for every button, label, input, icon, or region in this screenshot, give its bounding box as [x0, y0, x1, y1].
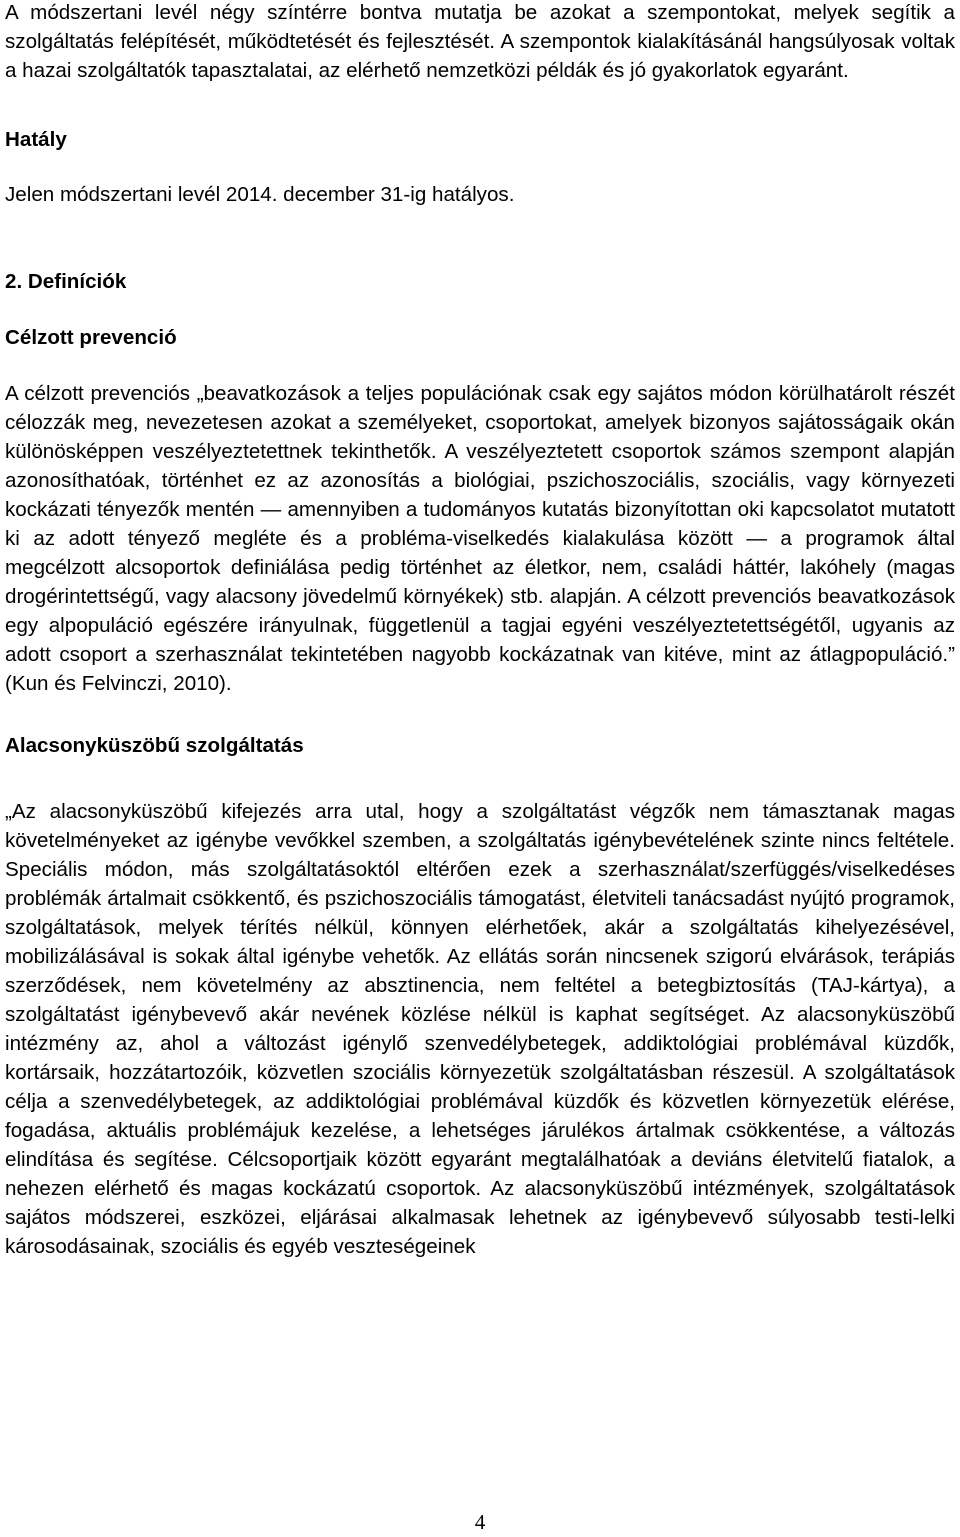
subheading-targeted-prevention: Célzott prevenció [5, 326, 177, 349]
targeted-prevention-paragraph: A célzott prevenciós „beavatkozások a teljes populációnak csak egy sajátos módon körülhatárolt részét célozzák meg, nevezetesen azokat a személyeket, csoportokat, amelyek bizonyos sajátosságaik okán különösképpen veszélyeztetettnek tekinthetők. A veszélyeztetett csoportok számos szempont alapján azonosíthatóak, történhet ez az azonosítás a biológiai, pszichoszociális, szociális, vagy környezeti kockázati tényezők mentén — amennyiben a tudományos kutatás bizonyítottan oki kapcsolatot mutatott ki az adott tényező megléte és a probléma-viselkedés kialakulása között — a programok által megcélzott alcsoportok definiálása pedig történhet az életkor, nem, családi háttér, lakóhely (magas drogérintettségű, vagy alacsony jövedelmű környékek) stb. alapján. A célzott prevenciós beavatkozások egy alpopuláció egészére irányulnak, függetlenül a tagjai egyéni veszélyeztetettségétől, ugyanis az adott csoport a szerhasználat tekintetében nagyobb kockázatnak van kitéve, mint az átlagpopuláció.” (Kun és Felvinczi, 2010). [5, 382, 955, 695]
subheading-low-threshold-service: Alacsonyküszöbű szolgáltatás [5, 734, 304, 757]
low-threshold-service-paragraph: „Az alacsonyküszöbű kifejezés arra utal, hogy a szolgáltatást végzők nem támasztanak magas követelményeket az igénybe vevőkkel szemben, a szolgáltatás igénybevételének szinte nincs feltétele. Speciális módon, más szolgáltatásoktól eltérően ezek a szerhasználat/szerfüggés/viselkedéses problémák ártalmait csökkentő, és pszichoszociális támogatást, életviteli tanácsadást nyújtó programok, szolgáltatások, melyek térítés nélkül, könnyen elérhetőek, akár a szolgáltatás kihelyezésével, mobilizálásával is sokak által igénybe vehetők. Az ellátás során nincsenek szigorú elvárások, terápiás szerződések, nem követelmény az absztinencia, nem feltétel a betegbiztosítás (TAJ-kártya), a szolgáltatást igénybevevő akár nevének közlése nélkül is kaphat segítséget. Az alacsonyküszöbű intézmény az, ahol a változást igénylő szenvedélybetegek, addiktológiai problémával küzdők, kortársaik, hozzátartozóik, közvetlen szociális környezetük szolgáltatásban részesül. A szolgáltatások célja a szenvedélybetegek, az addiktológiai problémával küzdők és közvetlen környezetük elérése, fogadása, aktuális problémájuk kezelése, a lehetséges járulékos ártalmak csökkentése, a változás elindítása és segítése. Célcsoportjaik között egyaránt megtalálhatóak a deviáns életvitelű fiatalok, a nehezen elérhető és magas kockázatú csoportok. Az alacsonyküszöbű intézmények, szolgáltatások sajátos módszerei, eszközei, eljárásai alkalmasak lehetnek az igénybevevő súlyosabb testi-lelki károsodásainak, szociális és egyéb veszteségeinek [5, 800, 955, 1258]
document-page [5, 0, 955, 1261]
page-number: 4 [474, 1510, 486, 1534]
hataly-paragraph: Jelen módszertani levél 2014. december 31-ig hatályos. [5, 183, 515, 206]
section-heading-definitions: 2. Definíciók [5, 270, 127, 293]
section-heading-hataly: Hatály [5, 128, 67, 151]
intro-paragraph: A módszertani levél négy színtérre bontva mutatja be azokat a szempontokat, melyek segítik a szolgáltatás felépítését, működtetését és fejlesztését. A szempontok kialakításánál hangsúlyosak voltak a hazai szolgáltatók tapasztalatai, az elérhető nemzetközi példák és jó gyakorlatok egyaránt. [5, 1, 955, 82]
